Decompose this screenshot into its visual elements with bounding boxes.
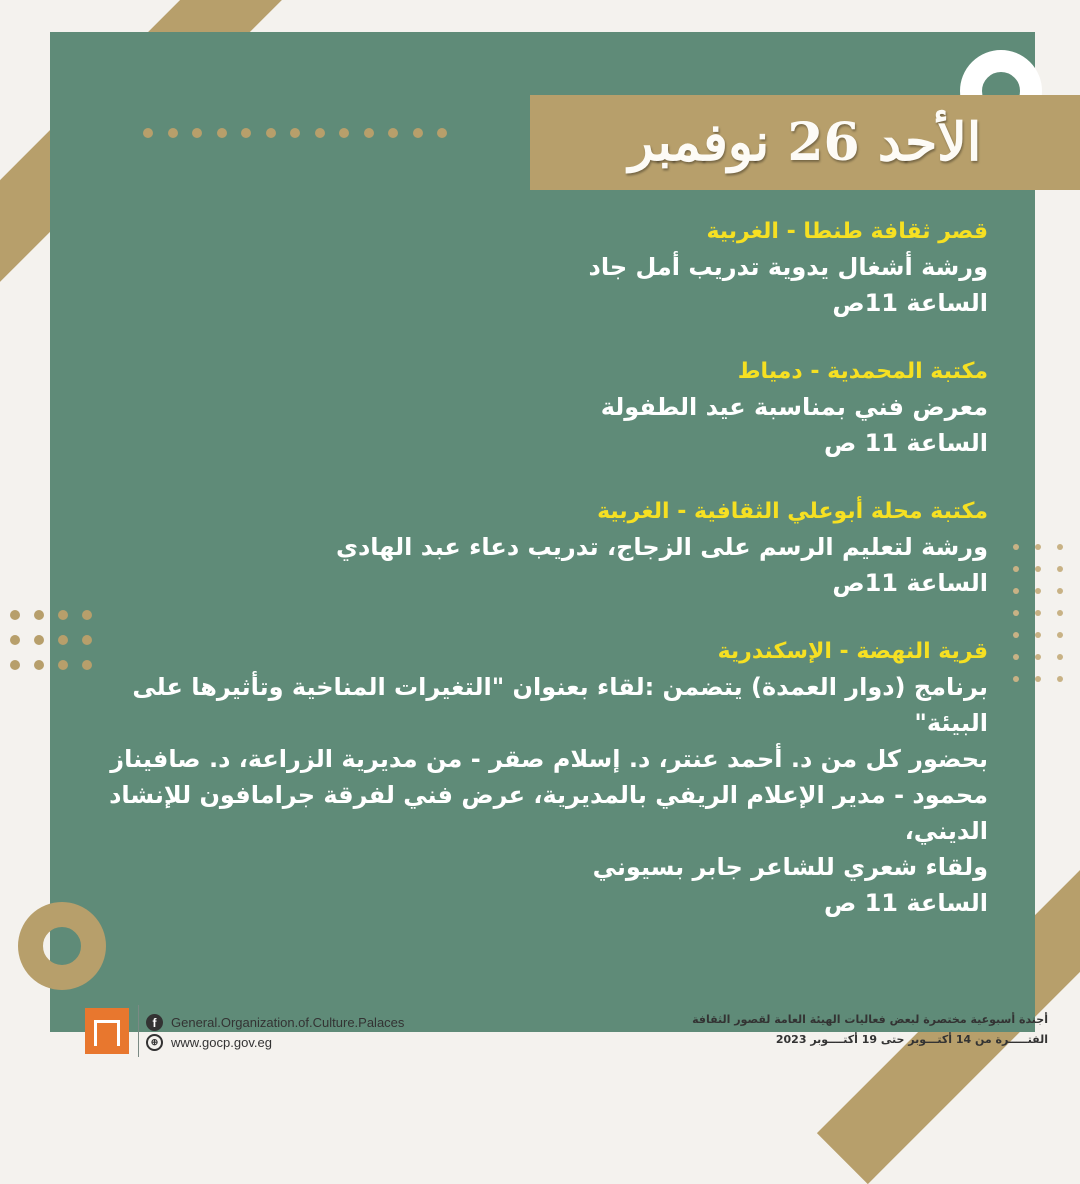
- event-venue: قرية النهضة - الإسكندرية: [717, 639, 988, 664]
- footer-facebook-link[interactable]: [146, 1014, 404, 1031]
- event-time: الساعة 11ص: [832, 569, 988, 597]
- date-title: الأحد 26 نوفمبر: [628, 112, 982, 173]
- date-banner: [530, 95, 1080, 190]
- decor-dots-right: [1013, 544, 1063, 682]
- gocp-logo: [85, 1008, 129, 1054]
- globe-icon: ⊕: [146, 1034, 163, 1051]
- event-item: [88, 635, 988, 921]
- event-venue: مكتبة المحمدية - دمياط: [737, 359, 988, 384]
- event-venue: مكتبة محلة أبوعلي الثقافية - الغربية: [597, 499, 988, 524]
- event-time: الساعة 11 ص: [823, 889, 988, 917]
- footer-website-link[interactable]: [146, 1034, 272, 1051]
- event-description-line: برنامج (دوار العمدة) يتضمن :لقاء بعنوان "التغيرات المناخية وتأثيرها على البيئة": [132, 673, 988, 737]
- footer-divider: [138, 1005, 139, 1057]
- logo-mark-icon: [94, 1020, 120, 1046]
- event-item: [88, 495, 988, 601]
- decor-dots-left: [10, 610, 92, 670]
- event-description-line: بحضور كل من د. أحمد عنتر، د. إسلام صقر - من مديرية الزراعة، د. صافيناز: [110, 745, 988, 773]
- events-list: [88, 215, 988, 955]
- agenda-period: الفتـــــرة من 14 أكتـــوبر حتى 19 أكتــــوبر 2023: [775, 1033, 1048, 1046]
- event-time: الساعة 11 ص: [823, 429, 988, 457]
- decor-dots-top: [143, 128, 447, 138]
- agenda-title: أجندة أسبوعية مختصرة لبعض فعاليات الهيئة العامة لقصور الثقافة: [692, 1013, 1048, 1026]
- event-time: الساعة 11ص: [832, 289, 988, 317]
- footer-agenda-info: [692, 1010, 1048, 1050]
- facebook-page-name: General.Organization.of.Culture.Palaces: [171, 1015, 405, 1030]
- event-description: معرض فني بمناسبة عيد الطفولة: [600, 393, 988, 421]
- event-venue: قصر ثقافة طنطا - الغربية: [706, 219, 988, 244]
- event-description: ورشة أشغال يدوية تدريب أمل جاد: [588, 253, 988, 281]
- event-description-line: محمود - مدير الإعلام الريفي بالمديرية، عرض فني لفرقة جرامافون للإنشاد الديني،: [109, 781, 988, 845]
- website-url: www.gocp.gov.eg: [171, 1035, 272, 1050]
- event-item: [88, 215, 988, 321]
- facebook-icon: f: [146, 1014, 163, 1031]
- event-description-line: ولقاء شعري للشاعر جابر بسيوني: [592, 853, 988, 881]
- event-description: ورشة لتعليم الرسم على الزجاج، تدريب دعاء عبد الهادي: [335, 533, 988, 561]
- event-item: [88, 355, 988, 461]
